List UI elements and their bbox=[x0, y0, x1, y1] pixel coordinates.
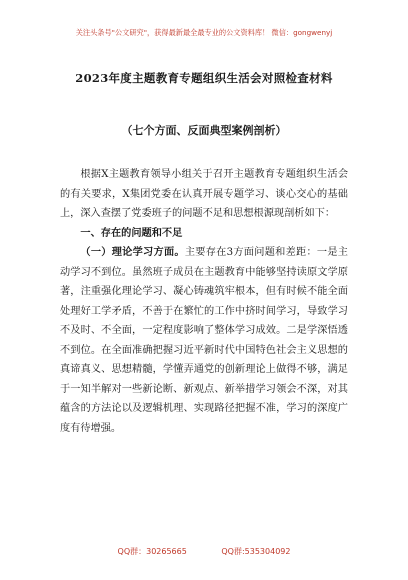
document-title: 2023年度主题教育专题组织生活会对照检查材料 bbox=[75, 71, 333, 85]
subsection-body-theory: 主要存在3方面问题和差距：一是主动学习不到位。虽然班子成员在主题教育中能够坚持读原文学原著，注重强化理论学习、凝心铸魂筑牢根本，但有时候不能全面处理好工学矛盾，不善于在繁忙的工作中挤时间学习，导致学习不及时、不全面，一定程度影响了整体学习成效。二是学深悟透不到位。在全面准确把握习近平新时代中国特色社会主义思想的真谛真义、思想精髓，学懂弄通党的创新理论上做得不够，满足于一知半解对一些新论断、新观点、新举措学习领会不深，对其蕴含的方法论以及逻辑机理、实现路径把握不准，学习的深度广度有待增强。 bbox=[60, 247, 348, 434]
document-body bbox=[60, 165, 348, 438]
subsection-heading-theory: （一）理论学习方面。 bbox=[80, 246, 185, 258]
header-banner: 关注头条号"公文研究"，获得最新最全最专业的公文资料库！ 微信：gongwenyj bbox=[75, 28, 333, 37]
section-heading-problems: 一、存在的问题和不足 bbox=[80, 227, 183, 239]
footer bbox=[0, 546, 408, 557]
footer-qq-right: QQ群:535304092 bbox=[221, 547, 291, 556]
footer-qq-left: QQ群：30265665 bbox=[117, 547, 187, 556]
subsection-paragraph-theory bbox=[60, 243, 348, 438]
document-subtitle: （七个方面、反面典型案例剖析） bbox=[121, 124, 287, 137]
intro-paragraph: 根据X主题教育领导小组关于召开主题教育专题组织生活会的有关要求，X集团党委在认真开展专题学习、谈心交心的基础上，深入查摆了党委班子的问题不足和思想根源现剖析如下： bbox=[60, 169, 348, 219]
